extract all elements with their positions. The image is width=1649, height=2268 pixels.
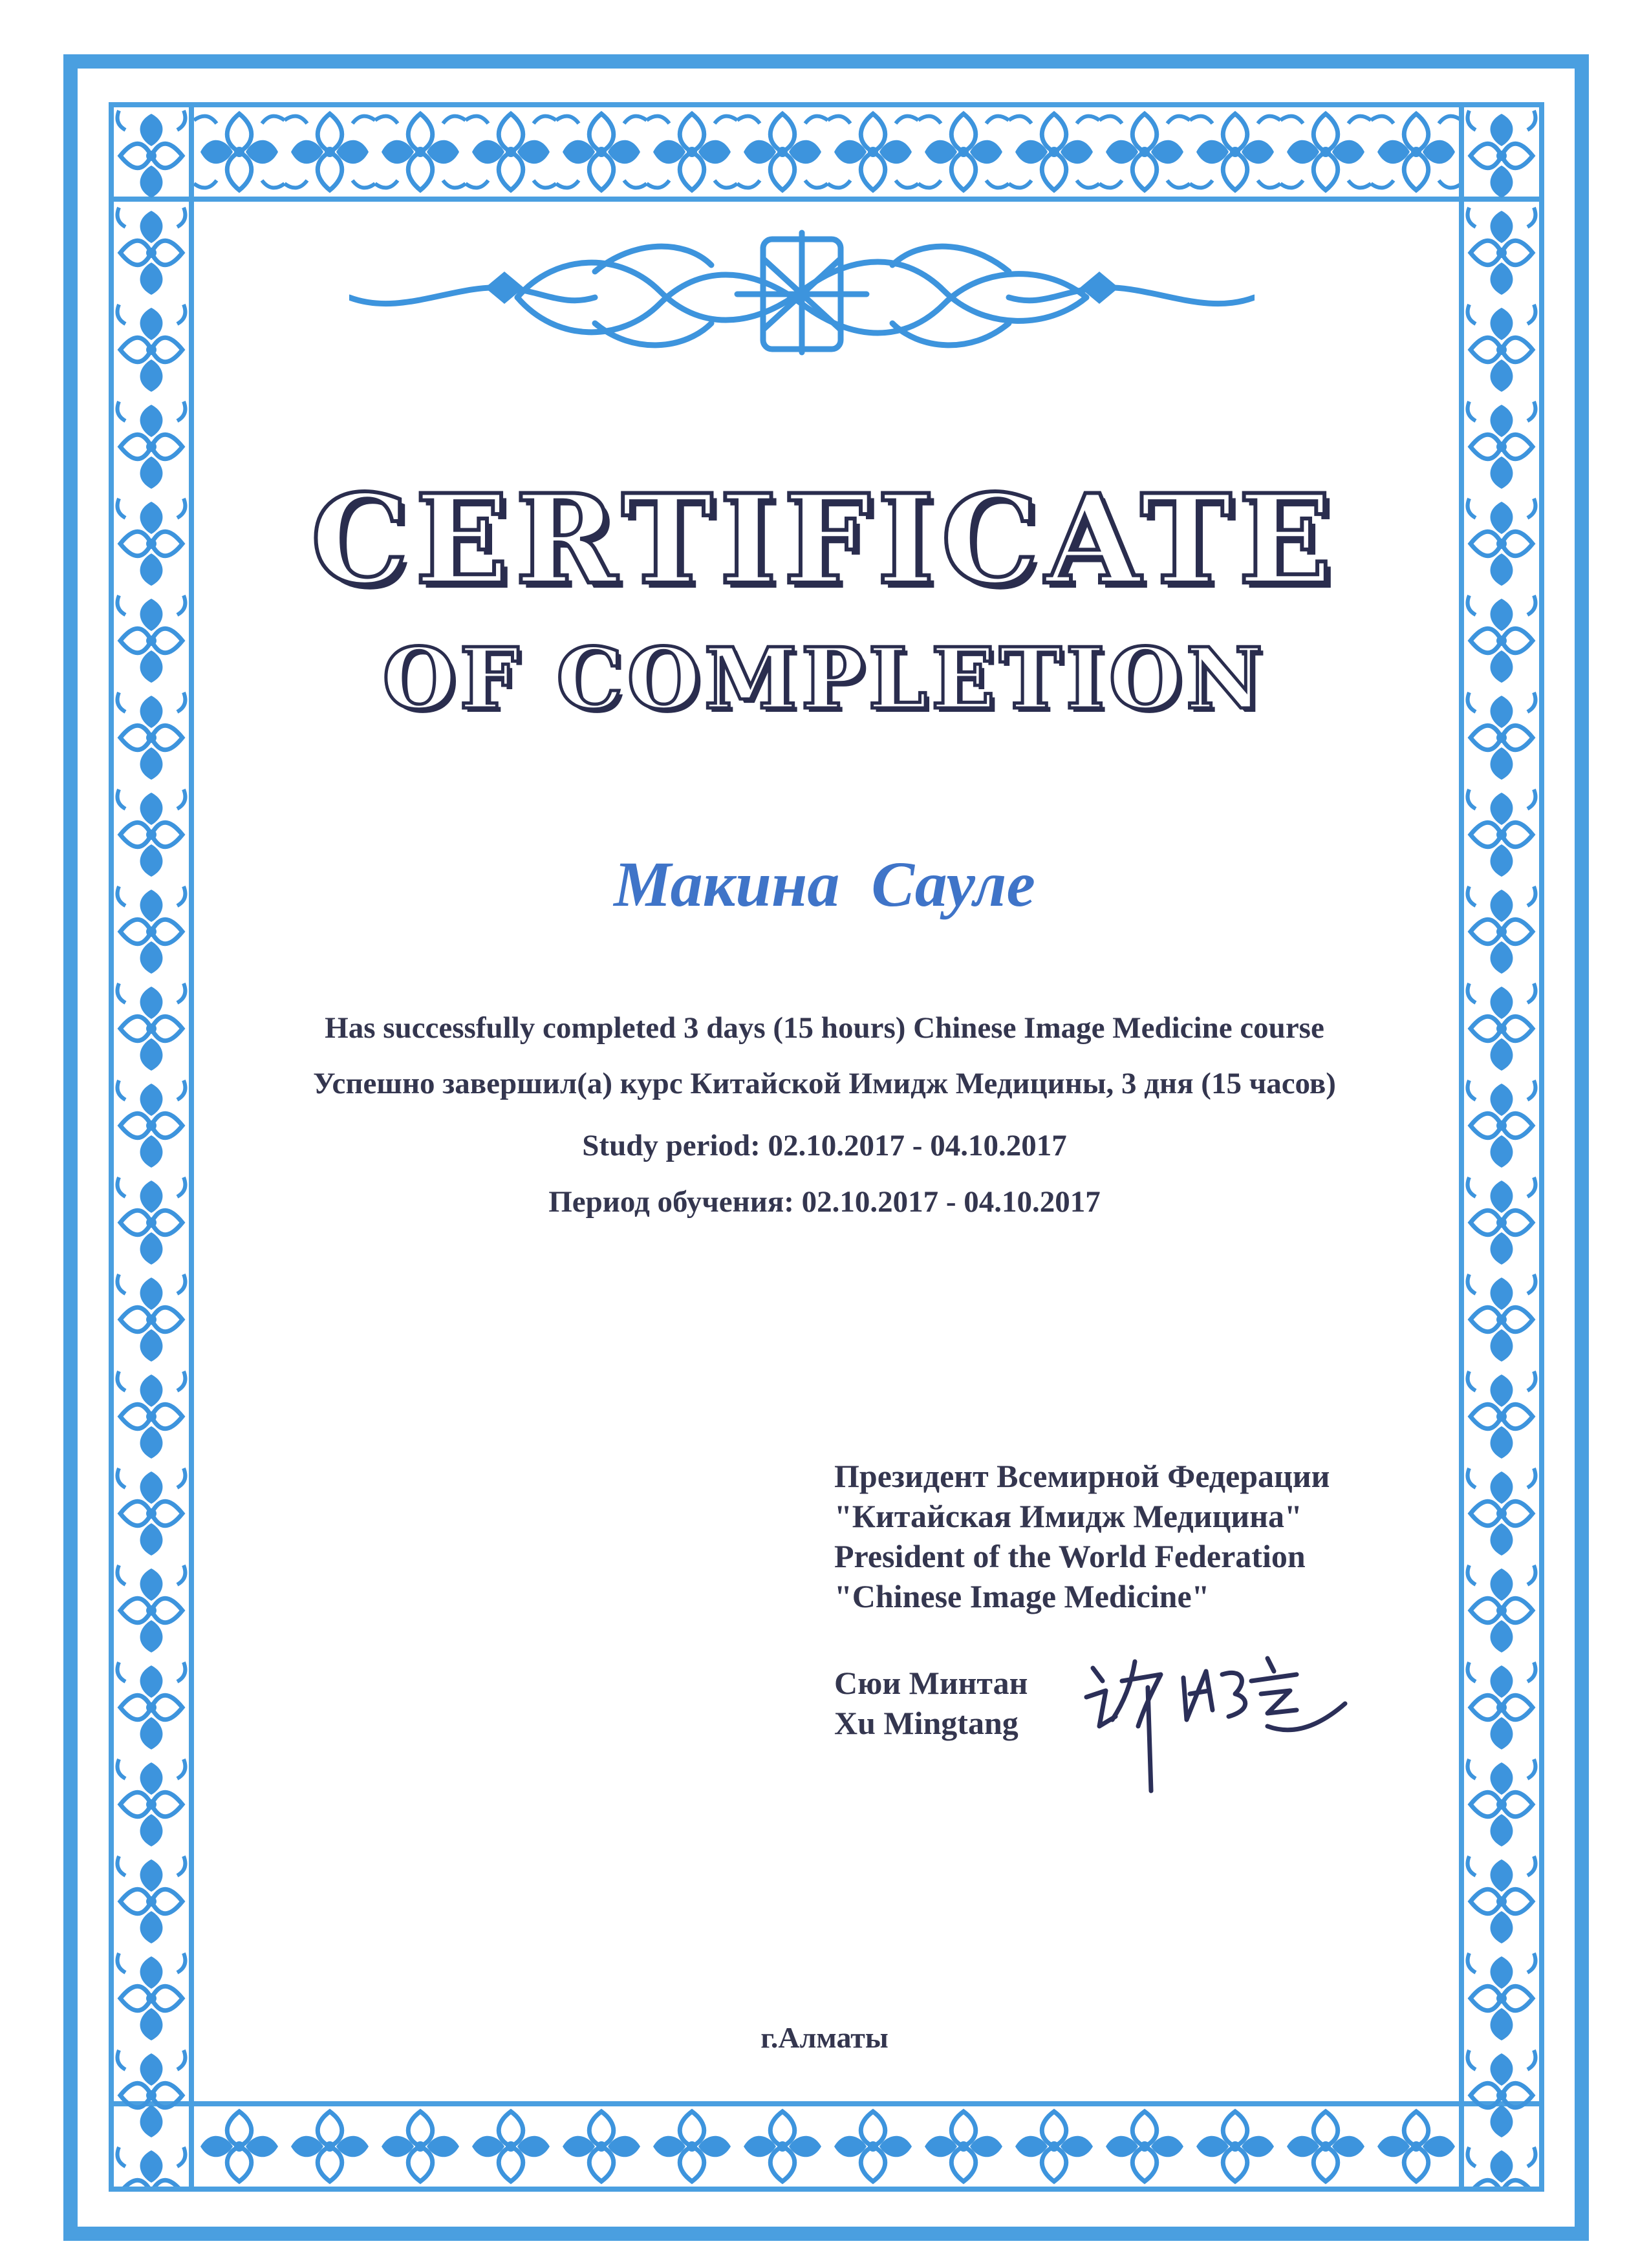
completion-statement-ru: Успешно завершил(а) курс Китайской Имидж Медицины, 3 дня (15 часов) xyxy=(313,1067,1336,1100)
top-flourish-ornament xyxy=(349,226,1255,356)
signatory-name xyxy=(834,1663,1028,1743)
ornament-band-top xyxy=(194,107,1459,197)
signatory-title-line: President of the World Federation xyxy=(834,1538,1306,1574)
certificate-title: CERTIFICATE xyxy=(310,467,1339,612)
recipient-name: Макина Сауле xyxy=(614,848,1035,920)
signatory-title-line: "Chinese Image Medicine" xyxy=(834,1578,1210,1614)
completion-statement-en: Has successfully completed 3 days (15 hours) Chinese Image Medicine course xyxy=(325,1011,1324,1045)
certificate-subtitle: OF COMPLETION xyxy=(382,629,1267,728)
signatory-name-ru: Сюи Минтан xyxy=(834,1665,1028,1701)
study-period-ru: Период обучения: 02.10.2017 - 04.10.2017 xyxy=(548,1185,1101,1219)
handwritten-signature-icon xyxy=(1073,1642,1358,1810)
ornament-band-bottom xyxy=(194,2106,1459,2187)
city-label: г.Алматы xyxy=(760,2021,889,2054)
study-period-en: Study period: 02.10.2017 - 04.10.2017 xyxy=(582,1129,1067,1162)
border-divider-top xyxy=(109,197,1544,202)
signatory-title xyxy=(834,1456,1330,1616)
border-divider-bottom xyxy=(109,2101,1544,2106)
signatory-title-line: Президент Всемирной Федерации xyxy=(834,1458,1330,1494)
signatory-name-en: Xu Mingtang xyxy=(834,1705,1018,1741)
signatory-title-line: "Китайская Имидж Медицина" xyxy=(834,1498,1302,1534)
